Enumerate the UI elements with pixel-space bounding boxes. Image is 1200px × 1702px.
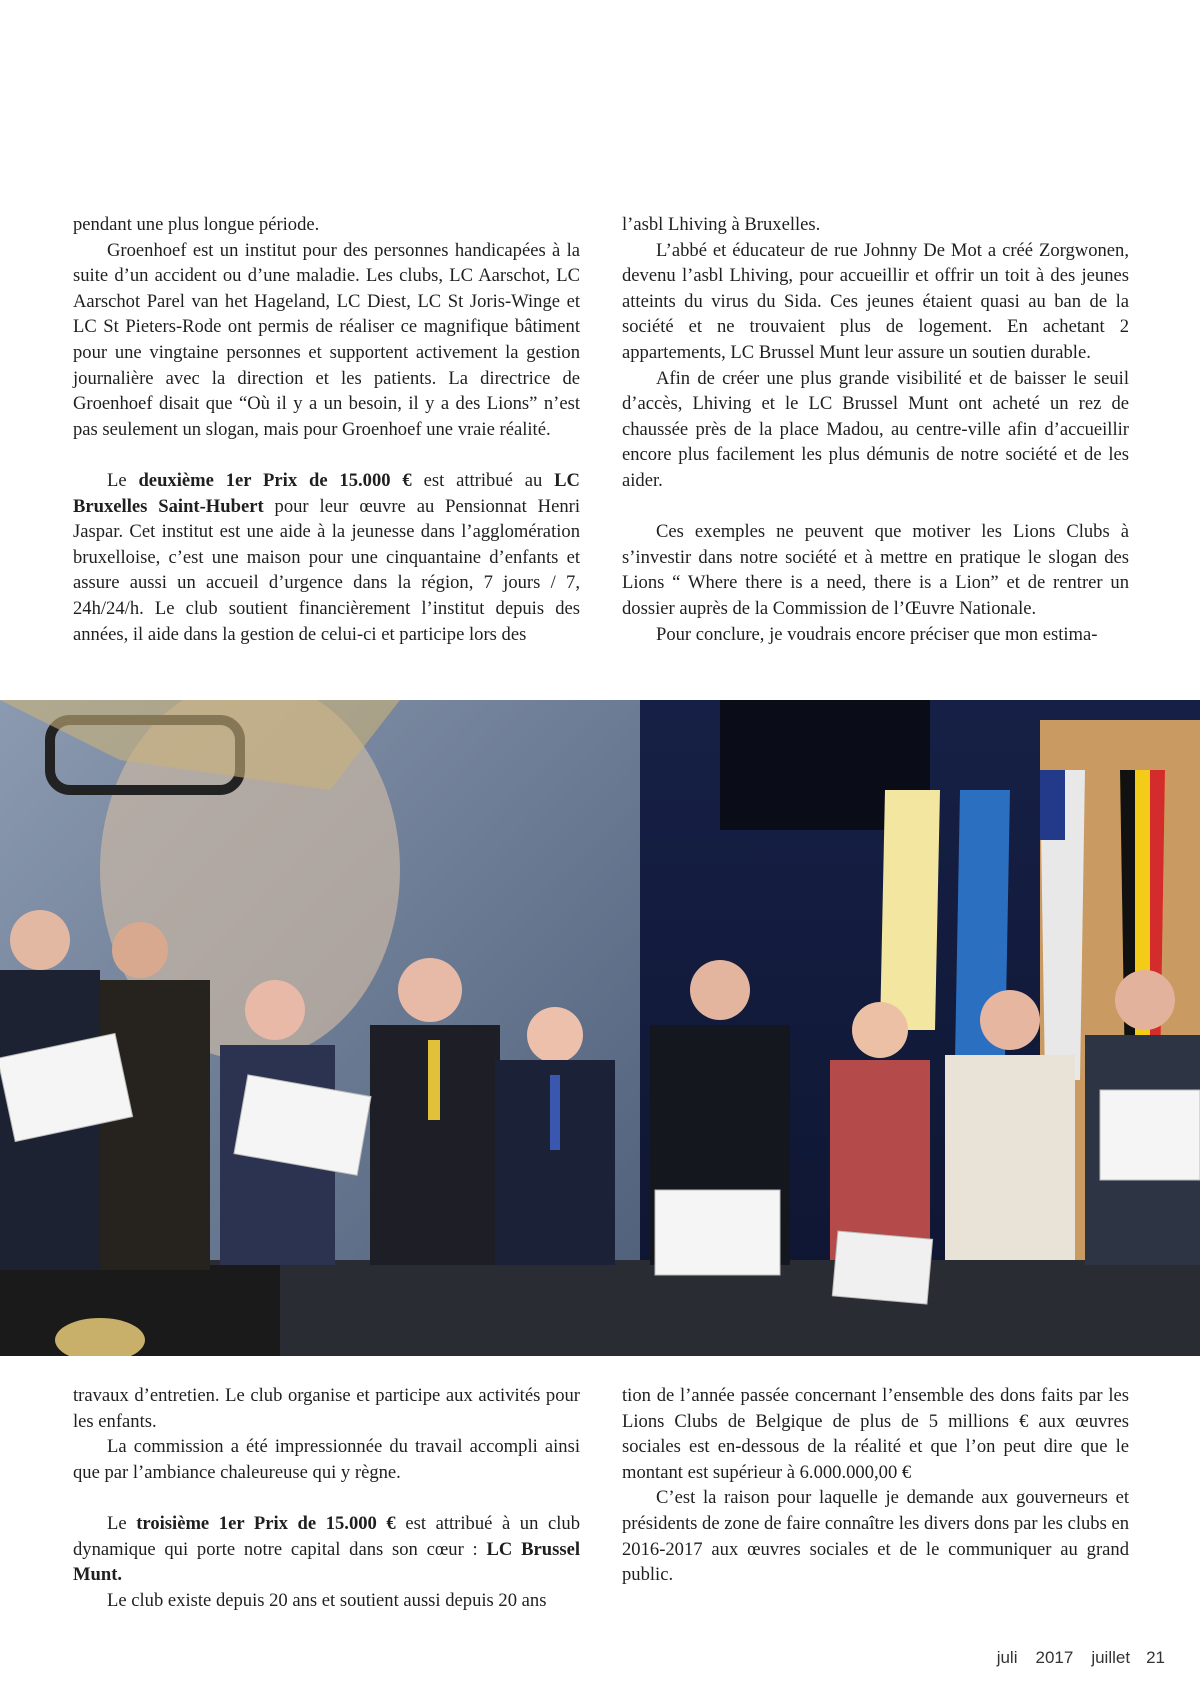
article-column-top-left xyxy=(73,212,580,647)
paragraph-club-history: Le club existe depuis 20 ans et soutient aussi depuis 20 ans xyxy=(107,1589,547,1611)
paragraph: pendant une plus longue période. xyxy=(73,214,320,235)
prize-2-title: deuxième 1er Prix de 15.000 € xyxy=(138,469,412,491)
prize-3-club: LC Brussel Munt. xyxy=(73,1538,580,1586)
award-ceremony-photo xyxy=(0,700,1200,1356)
paragraph-prize-2: Le deuxième 1er Prix de 15.000 € est attribué au LC Bruxelles Saint-Hubert pour leur œuvre au Pensionnat Henri Jaspar. Cet institut est une aide à la jeunesse dans l’agglomération bruxelloise, c’est une maison pour une cinquantaine d’enfants et assure aussi un accueil d’urgence dans la région, 7 jours / 7, 24h/24/h. Le club soutient financièrement l’institut depuis des années, il aide dans la gestion de celui-ci et participe lors des xyxy=(73,469,580,645)
footer-year: 2017 xyxy=(1035,1648,1074,1667)
paragraph-commission: La commission a été impressionnée du travail accompli ainsi que par l’ambiance chaleureuse qui y règne. xyxy=(73,1436,580,1483)
paragraph-conclusion: Pour conclure, je voudrais encore préciser que mon estima- xyxy=(656,623,1098,645)
paragraph-appeal: C’est la raison pour laquelle je demande aux gouverneurs et présidents de zone de faire connaître les divers dons par les clubs en 2016-2017 aux œuvres sociales et de le communiquer au grand public. xyxy=(622,1487,1130,1586)
article-column-bottom-right xyxy=(622,1383,1129,1588)
prize-2-club: LC Bruxelles Saint-Hubert xyxy=(73,469,580,517)
footer-month-nl: juli xyxy=(996,1648,1018,1667)
article-column-bottom-left xyxy=(73,1383,580,1613)
page-number: 21 xyxy=(1146,1648,1165,1667)
footer-month-fr: juillet xyxy=(1091,1648,1131,1667)
paragraph-lhiving: L’abbé et éducateur de rue Johnny De Mot a créé Zorgwonen, devenu l’asbl Lhiving, pour accueillir et offrir un toit à des jeunes atteints du virus du Sida. Ces jeunes étaient quasi au ban de la société et ne trouvaient plus de logement. En achetant 2 appartements, LC Brussel Munt leur assure un soutien durable. xyxy=(622,239,1129,363)
prize-3-title: troisième 1er Prix de 15.000 € xyxy=(136,1512,396,1534)
paragraph-madou: Afin de créer une plus grande visibilité et de baisser le seuil d’accès, Lhiving et le LC Brussel Munt ont acheté un rez de chaussée près de la place Madou, au centre-ville afin d’accueillir encore plus facilement les plus démunis de notre société et de les aider. xyxy=(622,367,1129,491)
certificate xyxy=(655,1190,780,1275)
paragraph-prize-3: Le troisième 1er Prix de 15.000 € est attribué à un club dynamique qui porte notre capital dans son cœur : LC Brussel Munt. xyxy=(73,1512,581,1586)
paragraph-groenhoef: Groenhoef est un institut pour des personnes handicapées à la suite d’un accident ou d’une maladie. Les clubs, LC Aarschot, LC Aarschot Parel van het Hageland, LC Diest, LC St Joris-Winge et LC St Pieters-Rode ont permis de réaliser ce magnifique bâtiment pour une vingtaine personnes et supportent activement la gestion journalière avec la direction et les patients. La directrice de Groenhoef disait que “Où il y a un besoin, il y a des Lions” n’est pas seulement un slogan, mais pour Groenhoef une vraie réalité. xyxy=(73,239,580,440)
paragraph: l’asbl Lhiving à Bruxelles. xyxy=(622,214,821,235)
paragraph-motivation: Ces exemples ne peuvent que motiver les Lions Clubs à s’investir dans notre société et à mettre en pratique le slogan des Lions “ Where there is a need, there is a Lion” et de rentrer un dossier auprès de la Commission de l’Œuvre Nationale. xyxy=(622,521,1129,619)
paragraph: travaux d’entretien. Le club organise et participe aux activités pour les enfants. xyxy=(73,1385,580,1432)
page-footer xyxy=(997,1648,1165,1668)
certificate xyxy=(832,1231,932,1304)
article-column-top-right xyxy=(622,212,1129,647)
flag xyxy=(880,790,940,1030)
certificate xyxy=(1100,1090,1200,1180)
paragraph: tion de l’année passée concernant l’ensemble des dons faits par les Lions Clubs de Belgique de plus de 5 millions € aux œuvres sociales est en-dessous de la réalité et que l’on peut dire que le montant est supérieur à 6.000.000,00 € xyxy=(622,1385,1129,1483)
